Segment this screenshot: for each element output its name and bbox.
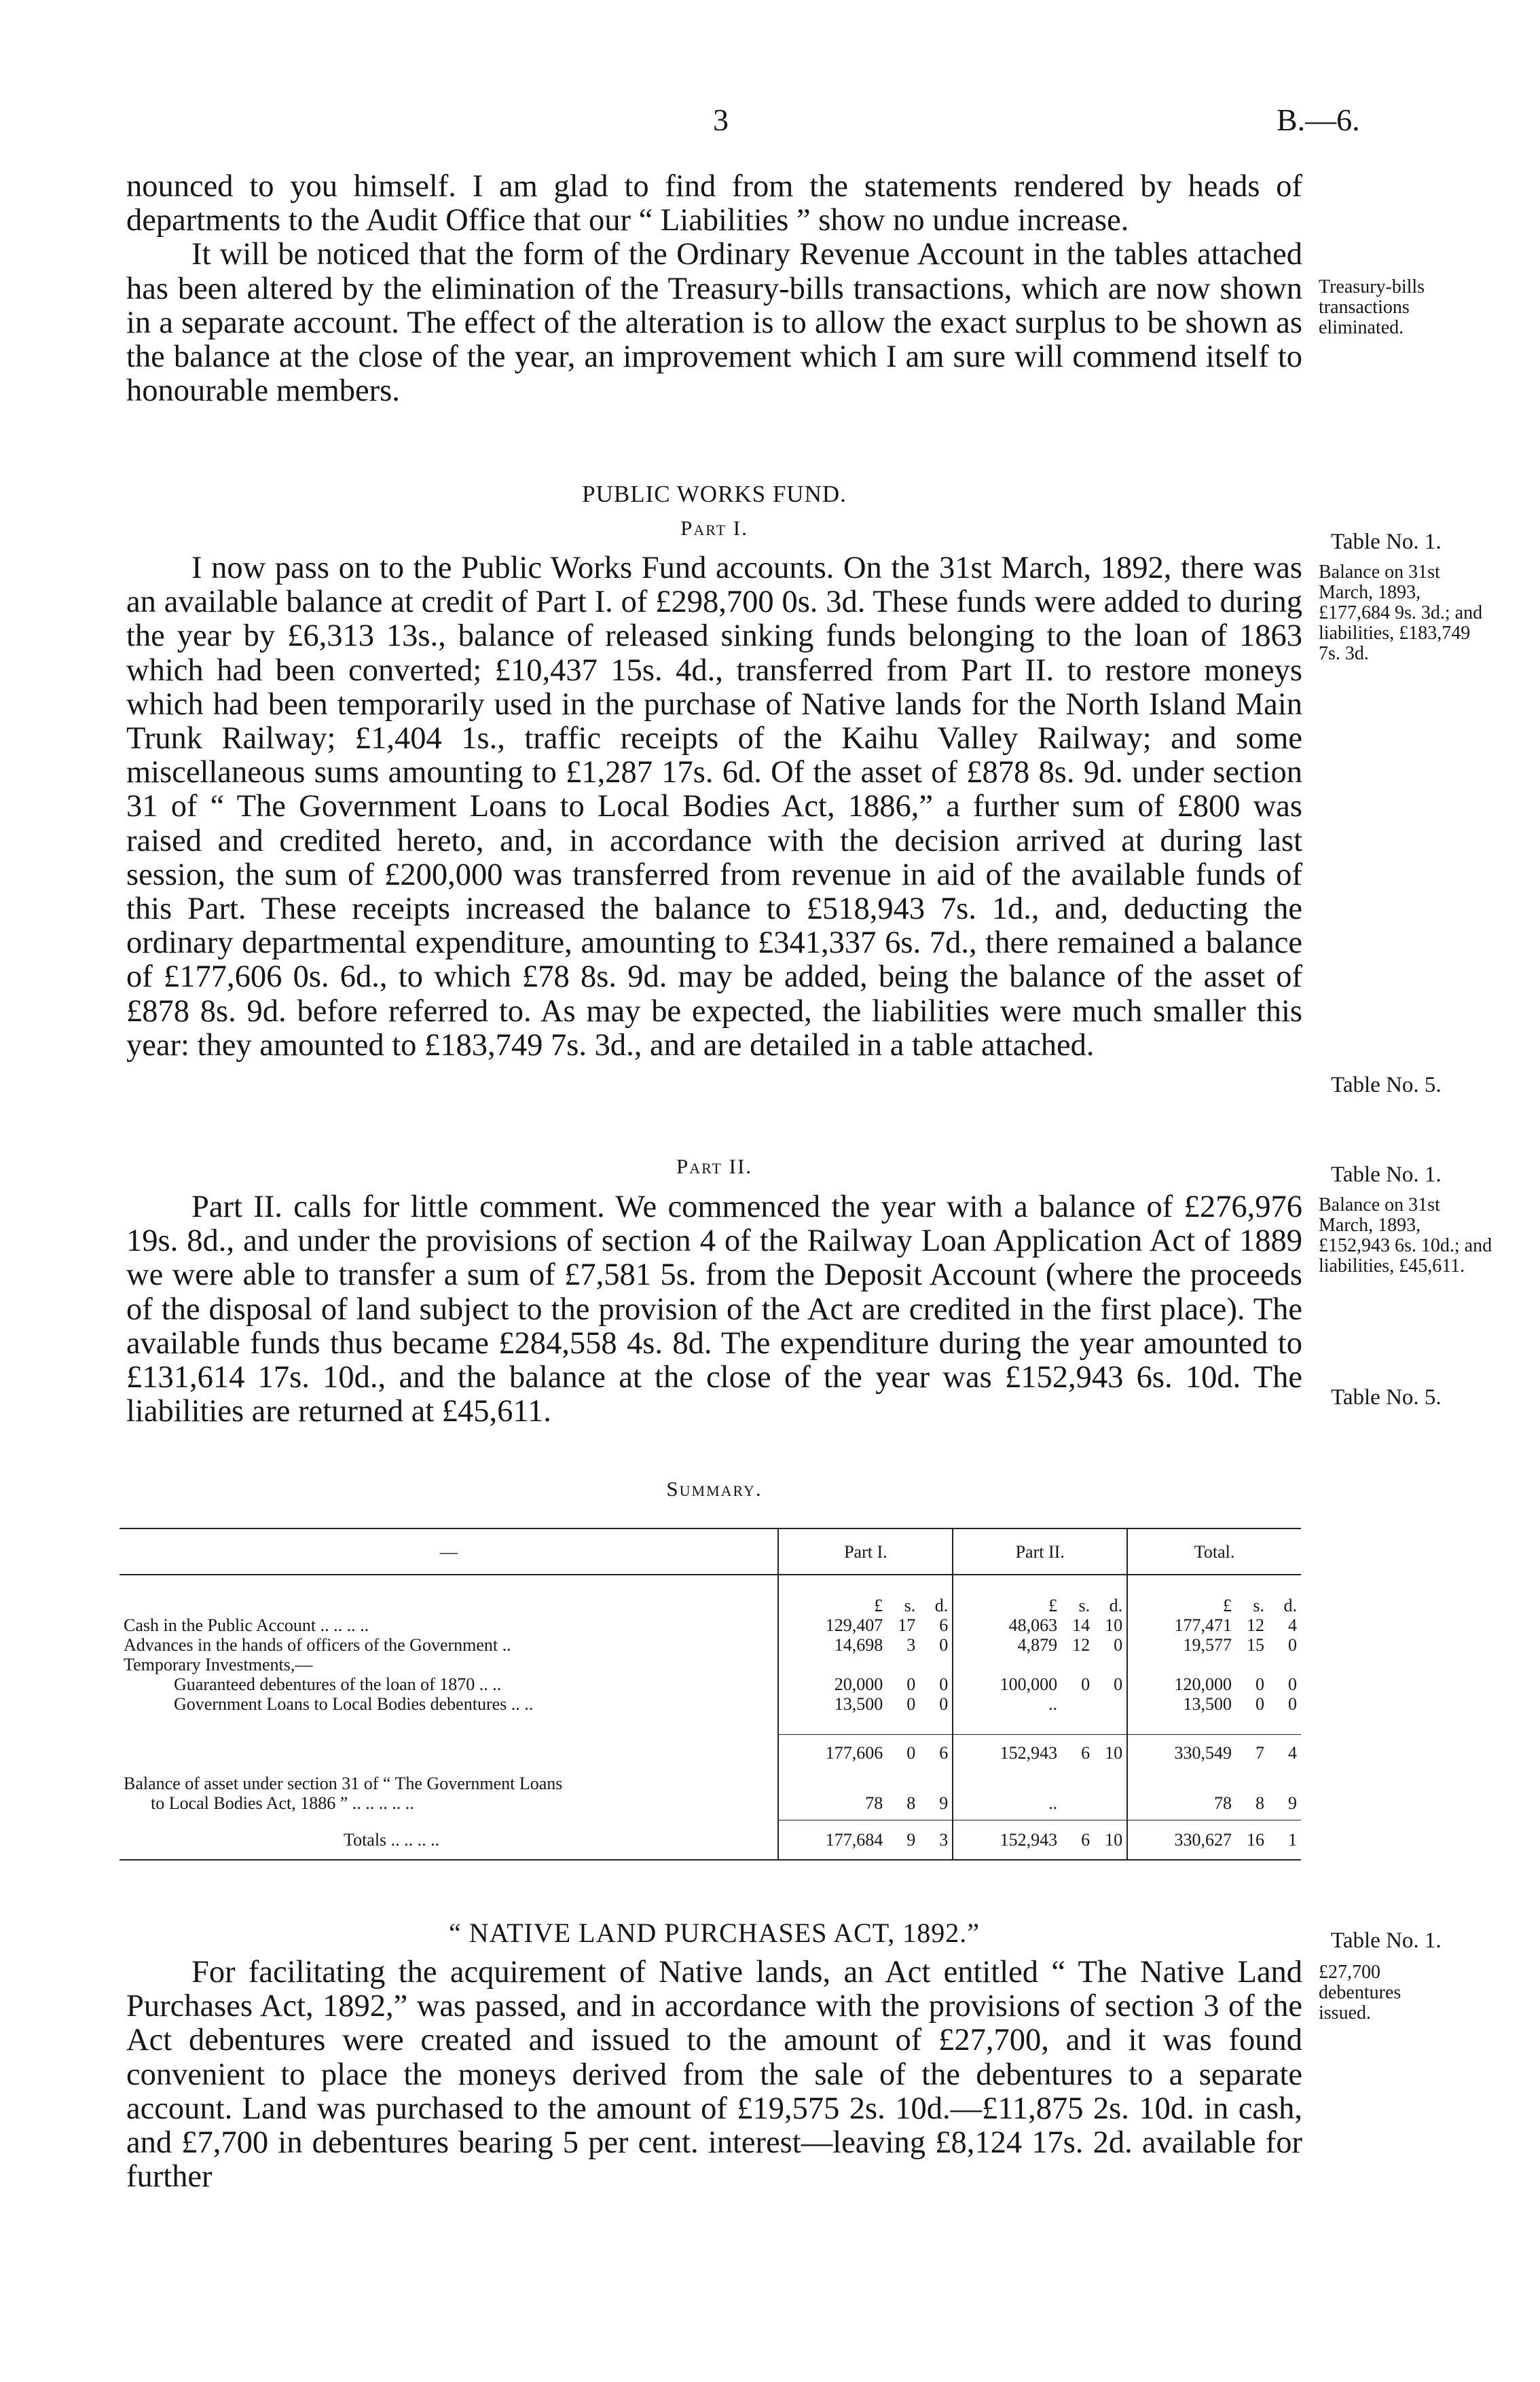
table-header-row	[120, 1528, 1301, 1575]
table-header-part-1: Part I.	[778, 1528, 953, 1575]
paragraph-2: It will be noticed that the form of the Ordinary Revenue Account in the tables attached has been altered by the elimination of the Treasury-bills transactions, which are now shown in a separate account. The effect of the alteration is to allow the exact surplus to be shown as the balance at the close of the year, an improvement which I am sure will commend itself to honourable members.	[126, 237, 1302, 409]
sidenote-balance-part-1: Balance on 31st March, 1893, £177,684 9s. 3d.; and liabilities, £183,749 7s. 3d.	[1319, 562, 1483, 664]
table-row: Temporary Investments,—	[120, 1655, 1301, 1674]
sidenote-table-1-part-2: Table No. 1.	[1331, 1162, 1442, 1187]
text-block-native-land	[126, 1956, 1302, 2194]
sidenote-table-1-native: Table No. 1.	[1331, 1928, 1442, 1953]
text-block-opening	[126, 170, 1302, 408]
heading-native-land-purchases-act: “ NATIVE LAND PURCHASES ACT, 1892.”	[448, 1918, 980, 1948]
sidenote-table-5-part-2: Table No. 5.	[1331, 1385, 1442, 1410]
summary-table	[120, 1528, 1301, 1861]
paragraph-5: For facilitating the acquirement of Native lands, an Act entitled “ The Native Land Purchases Act, 1892,” was passed, and in accordance with the provisions of section 3 of the Act debentures were created and issued to the amount of £27,700, and it was found convenient to place the moneys derived from the sale of the debentures to a separate account. Land was purchased to the amount of £19,575 2s. 10d.—£11,875 2s. 10d. in cash, and £7,700 in debentures bearing 5 per cent. interest—leaving £8,124 17s. 2d. available for further	[126, 1955, 1302, 2195]
heading-part-1: Part I.	[680, 516, 748, 540]
sidenote-table-5-part-1: Table No. 5.	[1331, 1073, 1442, 1097]
table-units-row: £ s. d. £ s. d. £ s. d.	[120, 1596, 1301, 1615]
sidenote-balance-part-2: Balance on 31st March, 1893, £152,943 6s. 10d.; and liabilities, £45,611.	[1319, 1194, 1492, 1277]
table-row: Government Loans to Local Bodies debentures .. .. 13,500 0 0 .. 13,500 0 0	[120, 1694, 1301, 1714]
heading-public-works-fund: PUBLIC WORKS FUND.	[582, 481, 847, 507]
text-block-part-2	[126, 1190, 1302, 1429]
document-reference: B.—6.	[1277, 103, 1360, 137]
table-header-part-2: Part II.	[953, 1528, 1127, 1575]
sidenote-debentures-issued: £27,700 debentures issued.	[1319, 1962, 1401, 2023]
table-row: Guaranteed debentures of the loan of 1870 .. .. 20,000 0 0 100,000 0 0 120,000 0 0	[120, 1674, 1301, 1694]
heading-part-2: Part II.	[676, 1154, 753, 1178]
paragraph-1: nounced to you himself. I am glad to find from the statements rendered by heads of departments to the Audit Office that our “ Liabilities ” show no undue increase.	[126, 169, 1302, 238]
page-number: 3	[713, 103, 729, 137]
text-block-part-1	[126, 551, 1302, 1063]
table-header-total: Total.	[1127, 1528, 1301, 1575]
heading-summary: Summary.	[666, 1477, 763, 1501]
table-row-asset: Balance of asset under section 31 of “ The Government Loans to Local Bodies Act, 1886 ” .. .. .. .. .. 78 8 9 .. 78 8 9	[120, 1763, 1301, 1820]
sidenote-treasury-bills: Treasury-bills transactions eliminated.	[1319, 276, 1425, 338]
table-totals-row: Totals .. .. .. .. 177,684 9 3 152,943 6 10 330,627 16 1	[120, 1820, 1301, 1861]
table-row: Cash in the Public Account .. .. .. .. 129,407 17 6 48,063 14 10 177,471 12 4	[120, 1615, 1301, 1635]
table-header-description: —	[120, 1528, 778, 1575]
table-row: Advances in the hands of officers of the Government .. 14,698 3 0 4,879 12 0 19,577 15 0	[120, 1635, 1301, 1655]
paragraph-4: Part II. calls for little comment. We commenced the year with a balance of £276,976 19s. 8d., and under the provisions of section 4 of the Railway Loan Application Act of 1889 we were able to transfer a sum of £7,581 5s. from the Deposit Account (where the proceeds of the disposal of land subject to the provision of the Act are credited in the first place). The available funds thus became £284,558 4s. 8d. The expenditure during the year amounted to £131,614 17s. 10d., and the balance at the close of the year was £152,943 6s. 10d. The liabilities are returned at £45,611.	[126, 1190, 1302, 1429]
sidenote-table-1-part-1: Table No. 1.	[1331, 530, 1442, 554]
paragraph-3: I now pass on to the Public Works Fund accounts. On the 31st March, 1892, there was an available balance at credit of Part I. of £298,700 0s. 3d. These funds were added to during the year by £6,313 13s., balance of released sinking funds belonging to the loan of 1863 which had been converted; £10,437 15s. 4d., transferred from Part II. to restore moneys which had been temporarily used in the purchase of Native lands for the North Island Main Trunk Railway; £1,404 1s., traffic receipts of the Kaihu Valley Railway; and some miscellaneous sums amounting to £1,287 17s. 6d. Of the asset of £878 8s. 9d. under section 31 of “ The Government Loans to Local Bodies Act, 1886,” a further sum of £800 was raised and credited hereto, and, in accordance with the decision arrived at during last session, the sum of £200,000 was transferred from revenue in aid of the available funds of this Part. These receipts increased the balance to £518,943 7s. 1d., and, deducting the ordinary departmental expenditure, amounting to £341,337 6s. 7d., there remained a balance of £177,606 0s. 6d., to which £78 8s. 9d. may be added, being the balance of the asset of £878 8s. 9d. before referred to. As may be expected, the liabilities were much smaller this year: they amounted to £183,749 7s. 3d., and are detailed in a table attached.	[126, 551, 1302, 1063]
table-subtotal-row: 177,606 0 6 152,943 6 10 330,549 7 4	[120, 1735, 1301, 1763]
